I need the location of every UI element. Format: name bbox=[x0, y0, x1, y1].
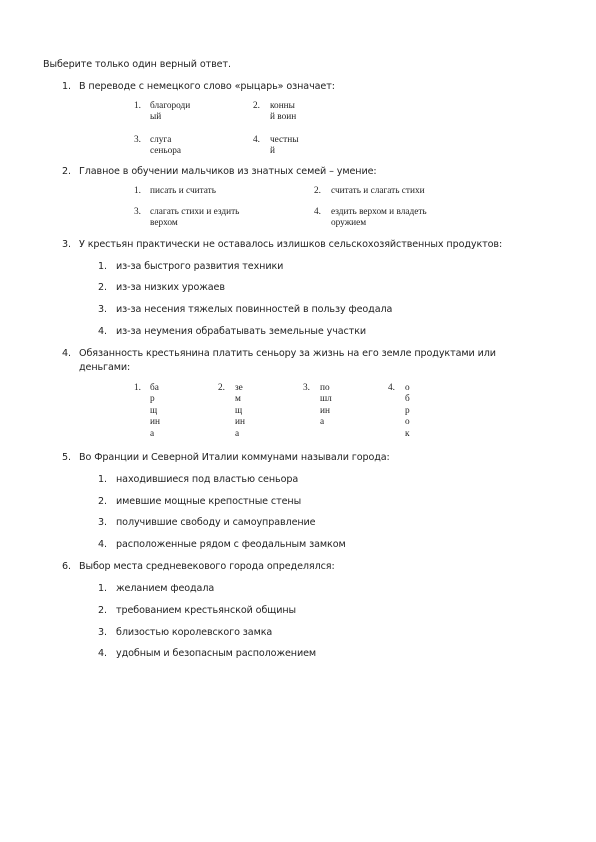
option-text: по шл ин а bbox=[320, 383, 332, 428]
question-number: 2. bbox=[62, 166, 71, 177]
question-number: 3. bbox=[62, 239, 71, 250]
option-number: 3. bbox=[134, 135, 141, 145]
question-number: 4. bbox=[62, 348, 71, 359]
option-text: честны й bbox=[270, 135, 299, 157]
option-text: расположенные рядом с феодальным замком bbox=[116, 539, 346, 550]
option-text: ба р щ ин а bbox=[150, 383, 160, 439]
option-text: получившие свободу и самоуправление bbox=[116, 517, 316, 528]
question-text: В переводе с немецкого слово «рыцарь» означает: bbox=[79, 81, 335, 92]
option-number: 3. bbox=[98, 627, 107, 638]
option-number: 3. bbox=[98, 517, 107, 528]
question-number: 6. bbox=[62, 561, 71, 572]
option-text: из-за неумения обрабатывать земельные участки bbox=[116, 326, 367, 337]
question-text: Выбор места средневекового города определялся: bbox=[79, 561, 335, 572]
question-text: Главное в обучении мальчиков из знатных семей – умение: bbox=[79, 166, 377, 177]
option-number: 1. bbox=[98, 583, 107, 594]
question-text-line-1: Обязанность крестьянина платить сеньору за жизнь на его земле продуктами или bbox=[79, 348, 496, 359]
option-text: имевшие мощные крепостные стены bbox=[116, 496, 302, 507]
option-text: конны й воин bbox=[270, 101, 297, 123]
option-number: 4. bbox=[314, 207, 321, 217]
option-number: 1. bbox=[134, 101, 141, 111]
question-text-line-2: деньгами: bbox=[79, 362, 131, 373]
option-number: 4. bbox=[98, 539, 107, 550]
option-text: близостью королевского замка bbox=[116, 627, 273, 638]
option-text: желанием феодала bbox=[116, 583, 215, 594]
option-text: требованием крестьянской общины bbox=[116, 605, 296, 616]
option-text: из-за быстрого развития техники bbox=[116, 261, 284, 272]
option-number: 4. bbox=[388, 383, 395, 393]
question-text: Во Франции и Северной Италии коммунами называли города: bbox=[79, 452, 390, 463]
option-text: благороди ый bbox=[150, 101, 191, 123]
option-number: 4. bbox=[253, 135, 260, 145]
option-number: 3. bbox=[98, 304, 107, 315]
instruction: Выберите только один верный ответ. bbox=[43, 59, 231, 70]
option-number: 4. bbox=[98, 648, 107, 659]
option-number: 1. bbox=[134, 186, 141, 196]
option-number: 2. bbox=[98, 496, 107, 507]
option-number: 1. bbox=[98, 474, 107, 485]
option-text: считать и слагать стихи bbox=[331, 186, 425, 196]
option-number: 3. bbox=[303, 383, 310, 393]
option-number: 2. bbox=[218, 383, 225, 393]
option-number: 2. bbox=[98, 282, 107, 293]
option-text: удобным и безопасным расположением bbox=[116, 648, 317, 659]
option-text: зе м щ ин а bbox=[235, 383, 245, 439]
option-number: 4. bbox=[98, 326, 107, 337]
option-text: о б р о к bbox=[405, 383, 410, 439]
option-number: 2. bbox=[253, 101, 260, 111]
option-number: 2. bbox=[98, 605, 107, 616]
question-number: 5. bbox=[62, 452, 71, 463]
option-text: находившиеся под властью сеньора bbox=[116, 474, 299, 485]
option-number: 1. bbox=[134, 383, 141, 393]
option-text: слагать стихи и ездить верхом bbox=[150, 207, 240, 229]
option-number: 2. bbox=[314, 186, 321, 196]
question-text: У крестьян практически не оставалось излишков сельскохозяйственных продуктов: bbox=[79, 239, 503, 250]
option-text: писать и считать bbox=[150, 186, 216, 196]
option-number: 1. bbox=[98, 261, 107, 272]
option-text: из-за низких урожаев bbox=[116, 282, 225, 293]
option-text: из-за несения тяжелых повинностей в пользу феодала bbox=[116, 304, 393, 315]
question-number: 1. bbox=[62, 81, 71, 92]
option-text: ездить верхом и владеть оружием bbox=[331, 207, 427, 229]
option-text: слуга сеньора bbox=[150, 135, 182, 157]
option-number: 3. bbox=[134, 207, 141, 217]
